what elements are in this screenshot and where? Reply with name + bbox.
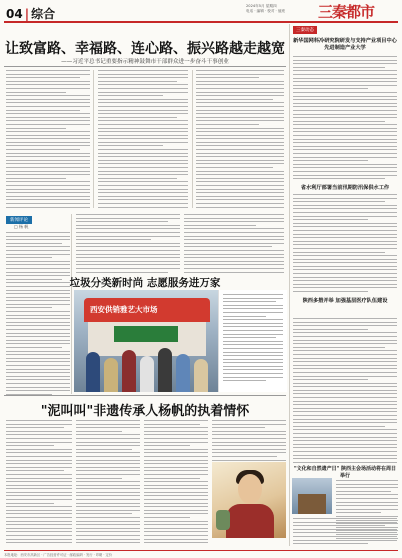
sidebar-text <box>6 232 70 397</box>
column-rule <box>192 70 193 208</box>
photo-banner-text: 西安供销雅艺大市场 <box>90 305 158 314</box>
header-date: 2024年5月 星期四 <box>246 4 277 8</box>
sidebar-author: □ 杨 帆 <box>14 224 29 229</box>
bottom-column-4 <box>212 420 286 463</box>
header-rule <box>4 21 398 23</box>
newspaper-logo: 三秦都市 <box>318 3 375 21</box>
sidebar-tag: 新闻评论 <box>6 216 32 224</box>
photo-artisan <box>212 462 286 538</box>
column-rule <box>93 70 94 208</box>
article-continuation-1 <box>76 214 180 275</box>
bottom-column-1 <box>6 420 72 546</box>
photo-volunteer-booth <box>74 290 218 392</box>
right-column-tag: 三秦动态 <box>293 26 317 34</box>
page-number: 04 <box>6 7 23 21</box>
article-column-3 <box>196 70 284 210</box>
article-column-1 <box>6 70 90 210</box>
right-story-1-title: 新华国网科冷研究院研发与支持产业项目中心先进制造产业大学 <box>293 38 397 51</box>
header-meta <box>246 4 306 13</box>
bottom-headline: "泥叫叫"非遗传承人杨帆的执着情怀 <box>40 404 250 419</box>
main-subhead: ——习近平总书记重要指示精神鼓舞市干部群众进一步奋斗干事创业 <box>61 59 229 65</box>
right-story-3-text <box>293 318 397 465</box>
right-story-2-title: 省水利厅部署当前汛期防汛保供水工作 <box>300 185 390 191</box>
article-continuation-2 <box>184 214 284 275</box>
bottom-column-3 <box>144 420 208 546</box>
page-number-section: 04 | 综合 <box>6 7 56 21</box>
right-column-rule <box>289 24 290 546</box>
main-headline: 让致富路、幸福路、连心路、振兴路越走越宽 <box>5 41 285 57</box>
sidebar-rule <box>71 214 72 394</box>
article-column-2 <box>98 70 188 210</box>
section-name: 综合 <box>31 7 56 21</box>
section-divider <box>4 395 286 396</box>
page-footer: 本报地址：西安市高新区 · 广告经营许可证 · 邮政编码 · 发行 · 印刷 · 定价 <box>4 550 398 557</box>
feature-headline: 垃圾分类新时尚 志愿服务进万家 <box>69 277 221 289</box>
photo-heritage-site <box>292 478 332 514</box>
right-story-4-title: "文化和自然遗产日" 陕西主会场活动将在周日举行 <box>294 466 396 479</box>
header-editors: 电话 · 编辑 · 校对 · 值班 <box>246 8 286 13</box>
right-story-2-text <box>293 194 397 295</box>
photo-caption-block <box>218 290 287 392</box>
bottom-column-2 <box>76 420 140 546</box>
right-story-3-title: 陕西多措并举 加强基层医疗队伍建设 <box>302 298 388 304</box>
headline-rule <box>4 66 286 67</box>
right-story-4-text-2 <box>293 518 397 547</box>
right-story-1-text <box>293 56 397 182</box>
